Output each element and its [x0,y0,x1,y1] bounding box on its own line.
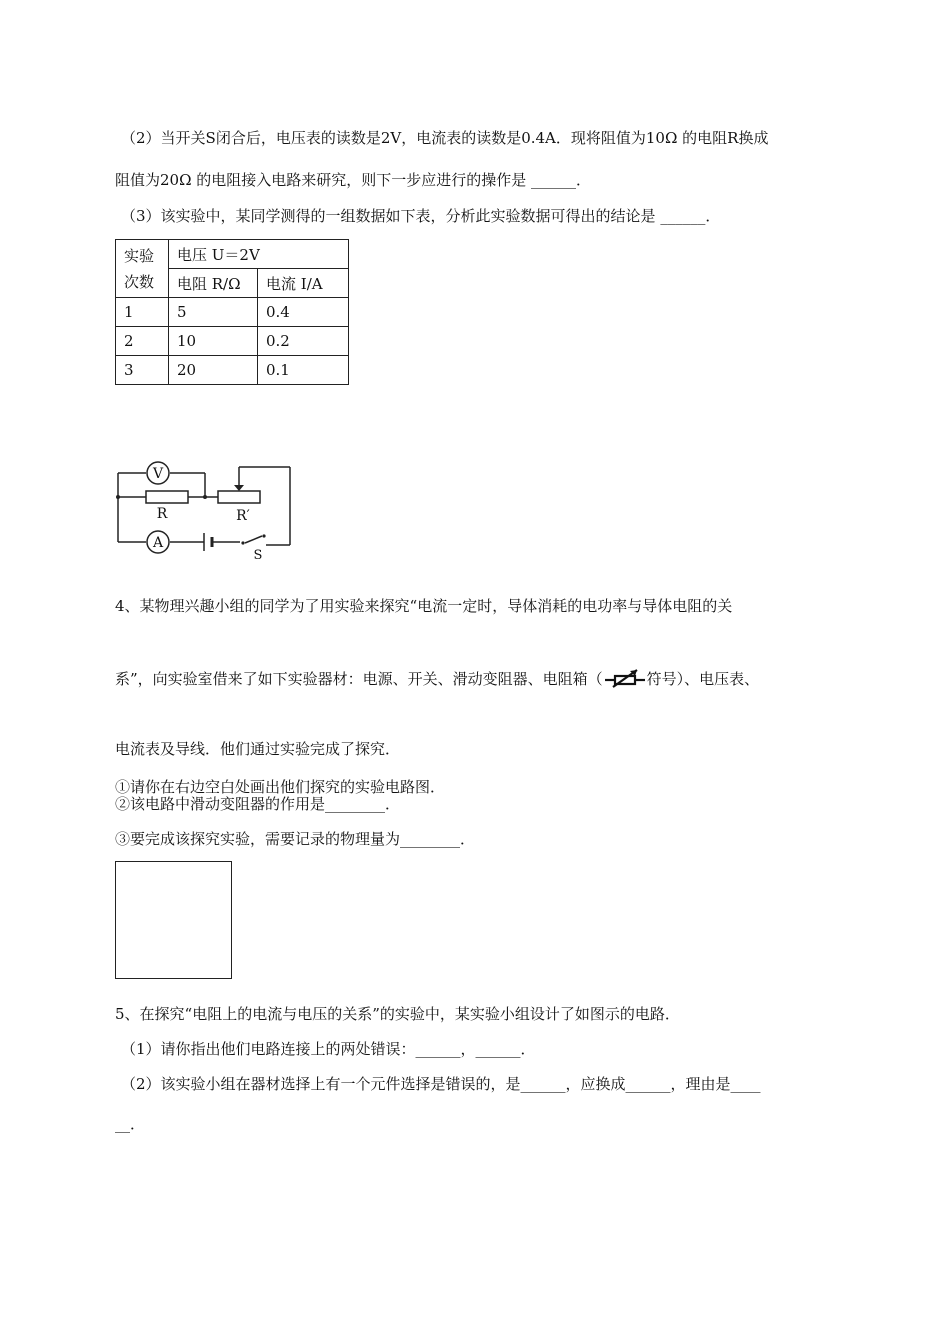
q4-line1: 4、某物理兴趣小组的同学为了用实验来探究“电流一定时，导体消耗的电功率与导体电阻的关 [115,597,733,615]
header-current: 电流 I/A [258,269,349,298]
cell-current: 0.2 [258,327,349,356]
q3-part2-line1: （2）当开关S闭合后，电压表的读数是2V，电流表的读数是0.4A．现将阻值为10Ω 的电阻R换成 [121,129,769,147]
q4-line3: 电流表及导线．他们通过实验完成了探究． [115,740,401,758]
switch-symbol [245,536,262,543]
table-row [116,298,349,327]
table-row [116,356,349,385]
q4-line2-part-b: 符号）、电压表、 [646,670,760,688]
resistance-box-icon [603,667,647,689]
q4-line2-part-a: 系”，向实验室借来了如下实验器材：电源、开关、滑动变阻器、电阻箱（ [115,670,603,688]
voltmeter-label: V [152,466,164,482]
rheostat-symbol [218,491,260,503]
q5-item2-cont: __． [115,1115,146,1133]
header-resistance: 电阻 R/Ω [169,269,258,298]
rheostat-label: R′ [236,508,250,524]
q3-part2-line2: 阻值为20Ω 的电阻接入电路来研究，则下一步应进行的操作是 ______． [115,171,592,189]
cell-current: 0.1 [258,356,349,385]
q5-line1: 5、在探究“电阻上的电流与电压的关系”的实验中，某实验小组设计了如图示的电路． [115,1005,680,1023]
switch-label: S [253,548,263,563]
q3-part3-line: （3）该实验中，某同学测得的一组数据如下表，分析此实验数据可得出的结论是 ______． [121,207,721,225]
table-row [116,327,349,356]
resistor-label: R [156,506,168,522]
q4-line2 [115,667,759,689]
header-trial [116,240,169,298]
cell-resistance: 5 [169,298,258,327]
data-table [115,239,349,385]
cell-resistance: 20 [169,356,258,385]
q4-item2: ②该电路中滑动变阻器的作用是________． [115,795,401,813]
cell-resistance: 10 [169,327,258,356]
resistor-symbol [146,491,188,503]
answer-box [115,861,232,979]
header-trial-line1: 实验 [124,246,155,265]
header-voltage: 电压 U＝2V [169,240,349,269]
q5-item1: （1）请你指出他们电路连接上的两处错误：______，______． [121,1040,536,1058]
cell-trial: 3 [116,356,169,385]
cell-trial: 1 [116,298,169,327]
circuit-diagram [110,455,300,565]
q4-item1: ①请你在右边空白处画出他们探究的实验电路图． [115,778,446,796]
q4-item3: ③要完成该探究实验，需要记录的物理量为________． [115,830,476,848]
q5-item2: （2）该实验小组在器材选择上有一个元件选择是错误的，是______，应换成______，理由是____ [121,1075,761,1093]
ammeter-label: A [152,535,164,551]
cell-trial: 2 [116,327,169,356]
cell-current: 0.4 [258,298,349,327]
header-trial-line2: 次数 [124,272,155,291]
